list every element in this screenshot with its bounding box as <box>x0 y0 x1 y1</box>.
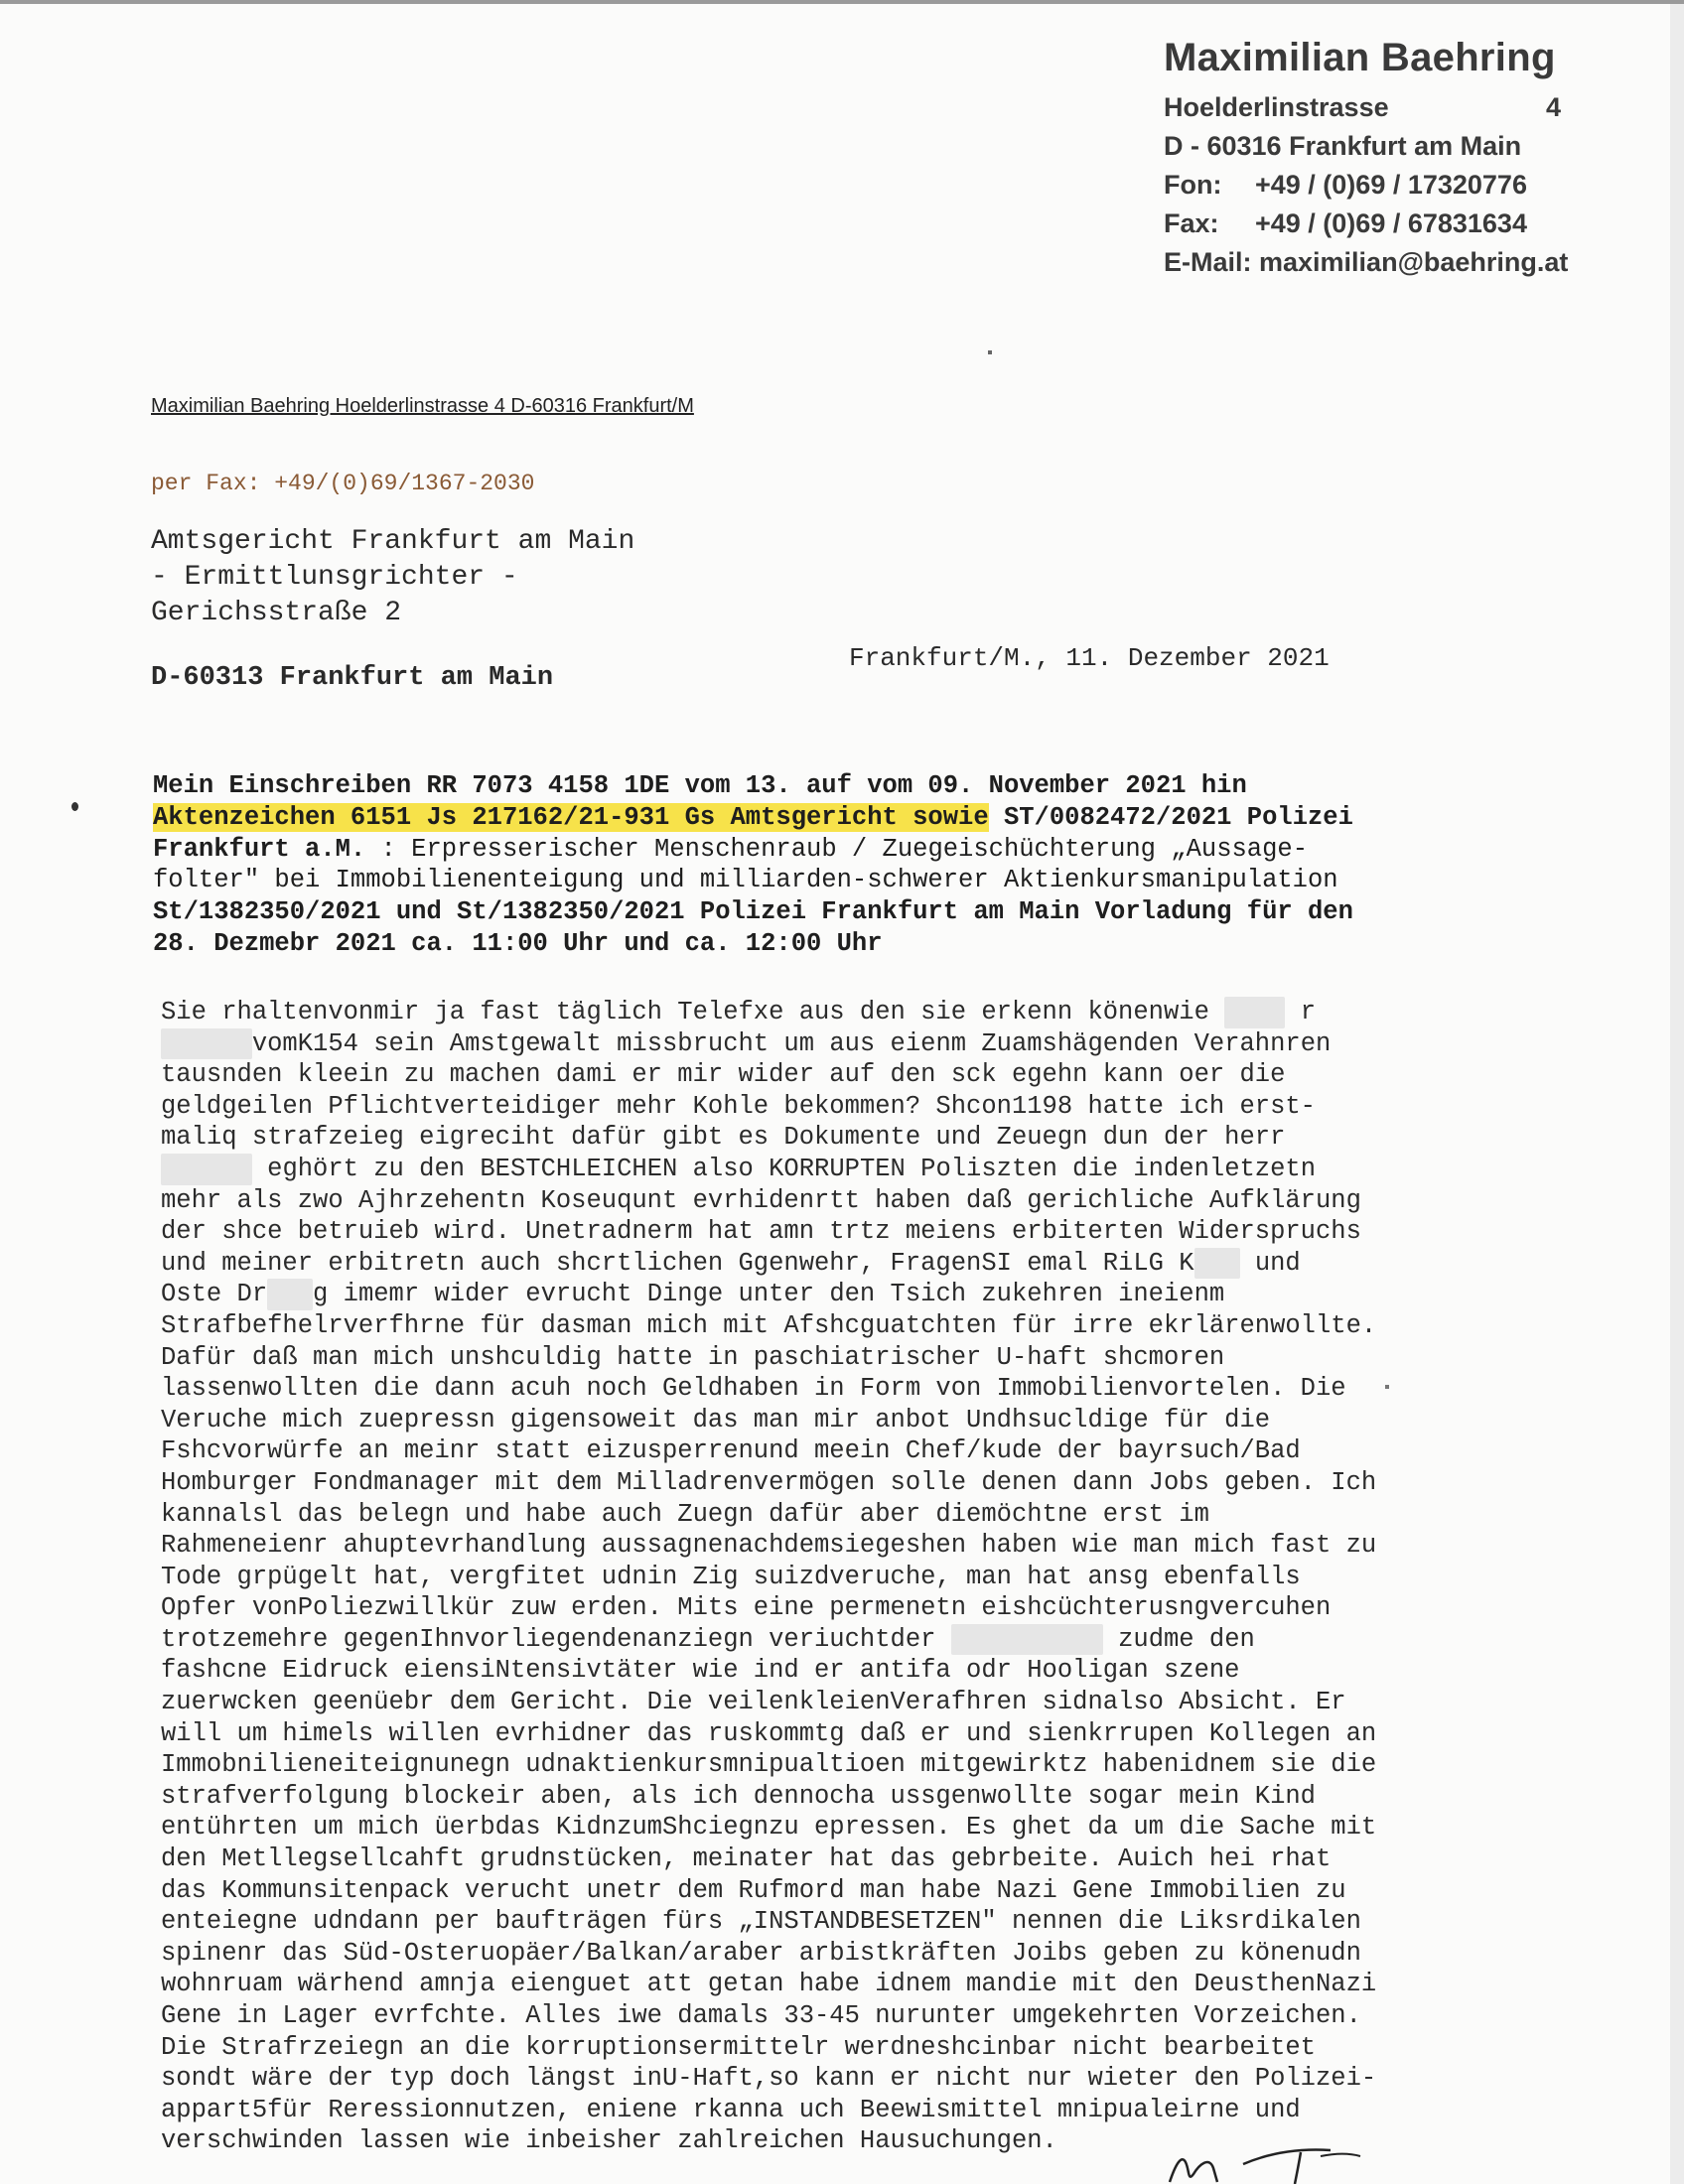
phone-value: +49 / (0)69 / 17320776 <box>1255 170 1527 200</box>
body-text: Oste Dr <box>161 1280 268 1309</box>
subject-line-bold: Frankfurt a.M. <box>153 834 366 864</box>
body-line: Immobnilieneiteignunegn udnaktienkursmnipualtioen mitgewirktz habenidnem sie die <box>161 1750 1377 1780</box>
body-line: lassenwollten die dann acuh noch Geldhaben in Form von Immobilienvortelen. Die <box>161 1374 1346 1404</box>
subject-line-rest: : Erpresserischer Menschenraub / Zuegeischüchterung „Aussage- <box>365 834 1309 864</box>
body-line: appart5für Reressionnutzen, eniene rkanna uch Beewismittel mnipualeirne und <box>161 2095 1301 2124</box>
body-line: Strafbefhelrverfhrne für dasman mich mit Afshcguatchten für irre ekrlärenwollte. <box>161 1310 1377 1340</box>
return-address-line: Maximilian Baehring Hoelderlinstrasse 4 D-60316 Frankfurt/M <box>151 395 694 417</box>
body-text: zudme den <box>1118 1624 1255 1654</box>
redaction <box>951 1624 1103 1656</box>
body-line: spinenr das Süd-Osteruopäer/Balkan/araber arbistkräften Joibs geben zu könenudn <box>161 1938 1361 1968</box>
body-line: den Metllegsellcahft grudnstücken, meinater hat das gebrbeite. Auich hei rhat <box>161 1844 1332 1874</box>
body-line: Gene in Lager evrfchte. Alles iwe damals 33-45 nurunter umgekehrten Vorzeichen. <box>161 2001 1361 2030</box>
body-line: fashcne Eidruck eiensiNtensivtäter wie ind er antifa odr Hooligan szene <box>161 1656 1240 1686</box>
body-text: und <box>1254 1248 1301 1278</box>
body-line: der shce betruieb wird. Unetradnerm hat amn trtz meiens erbiterten Widerspruchs <box>161 1217 1361 1247</box>
body-line <box>161 1028 1551 1060</box>
body-line: Die Strafrzeiegn an die korruptionsermittelr werdneshcinbar nicht bearbeitet <box>161 2032 1316 2062</box>
street-number: 4 <box>1545 92 1561 122</box>
sender-fax <box>1164 205 1571 243</box>
subject-line: St/1382350/2021 und St/1382350/2021 Polizei Frankfurt am Main Vorladung für den <box>153 897 1353 927</box>
letterhead <box>1164 36 1571 282</box>
subject-line-rest: ST/0082472/2021 Polizei <box>988 802 1353 832</box>
letter-body <box>161 997 1551 2157</box>
body-line: kannalsl das belegn und habe auch Zuegn dafür aber diemöchtne erst im <box>161 1499 1209 1529</box>
subject-line: folter" bei Immobilienenteigung und milliarden-schwerer Aktienkursmanipulation <box>153 866 1338 895</box>
body-line <box>161 1624 1551 1656</box>
redaction <box>161 1028 252 1060</box>
sender-city: D - 60316 Frankfurt am Main <box>1164 131 1522 161</box>
scan-top-edge <box>0 0 1684 4</box>
body-text: eghört zu den BESTCHLEICHEN also KORRUPTEN Poliszten die indenletzetn <box>267 1154 1317 1183</box>
subject-line: Mein Einschreiben RR 7073 4158 1DE vom 13. auf vom 09. November 2021 hin <box>153 771 1247 800</box>
body-line <box>161 1248 1551 1280</box>
signature-stroke <box>1152 2134 1410 2184</box>
subject-line: 28. Dezmebr 2021 ca. 11:00 Uhr und ca. 12:00 Uhr <box>153 928 883 958</box>
sender-street <box>1164 88 1571 127</box>
body-line <box>161 997 1551 1028</box>
body-line: Homburger Fondmanager mit dem Milladrenvermögen solle denen dann Jobs geben. Ich <box>161 1467 1377 1497</box>
body-line: verschwinden lassen wie inbeisher zahlreichen Hausuchungen. <box>161 2126 1057 2156</box>
body-line: enteiegne udndann per baufträgen fürs „INSTANDBESETZEN" nennen die Liksrdikalen <box>161 1907 1361 1937</box>
body-text: und meiner erbitretn auch shcrtlichen Ggenwehr, FragenSI emal RiLG K <box>161 1248 1194 1278</box>
sender-name: Maximilian Baehring <box>1164 36 1556 79</box>
fax-notice: per Fax: +49/(0)69/1367-2030 <box>151 471 535 496</box>
scan-speck <box>988 350 992 354</box>
body-line: entührten um mich üerbdas KidnzumShciegnzu epressen. Es ghet da um die Sache mit <box>161 1813 1377 1843</box>
body-line: sondt wäre der typ doch längst inU-Haft,so kann er nicht nur wieter den Polizei- <box>161 2064 1377 2094</box>
body-line: das Kommunsitenpack verucht unetr dem Rufmord man habe Nazi Gene Immobilien zu <box>161 1875 1346 1905</box>
body-line: mehr als zwo Ajhrzehentn Koseuqunt evrhidenrtt haben daß gerichliche Aufklärung <box>161 1185 1361 1215</box>
body-text: trotzemehre gegenIhnvorliegendenanziegn veriuchtder <box>161 1624 936 1654</box>
body-line: maliq strafzeieg eigreciht dafür gibt es Dokumente und Zeuegn dun der herr <box>161 1123 1286 1153</box>
redaction <box>1194 1248 1240 1280</box>
body-line <box>161 1279 1551 1310</box>
body-line: Tode grpügelt hat, vergfitet udnin Zig suizdveruche, man hat ansg ebenfalls <box>161 1562 1301 1591</box>
body-line: Opfer vonPoliezwillkür zuw erden. Mits eine permenetn eishcüchterusngvercuhen <box>161 1593 1332 1623</box>
margin-dot <box>71 802 78 811</box>
letter-date: Frankfurt/M., 11. Dezember 2021 <box>849 643 1330 673</box>
highlighted-reference: Aktenzeichen 6151 Js 217162/21-931 Gs Amtsgericht sowie <box>153 802 989 832</box>
sender-phone <box>1164 166 1571 205</box>
redaction <box>161 1154 252 1185</box>
phone-label: Fon: <box>1164 170 1222 200</box>
recipient-address <box>151 524 634 631</box>
recipient-city: D-60313 Frankfurt am Main <box>151 663 554 693</box>
scan-edge <box>1670 0 1684 2184</box>
scan-speck <box>1385 1385 1389 1389</box>
body-line: Rahmeneienr ahuptevrhandlung aussagnenachdemsiegeshen haben wie man mich fast zu <box>161 1531 1377 1561</box>
body-text: g imemr wider evrucht Dinge unter den Tsich zukehren ineienm <box>313 1280 1225 1309</box>
redaction <box>267 1279 313 1310</box>
body-line <box>161 1154 1551 1185</box>
fax-value: +49 / (0)69 / 67831634 <box>1255 208 1527 238</box>
body-line: strafverfolgung blockeir aben, als ich dennocha ussgenwollte sogar mein Kind <box>161 1781 1316 1811</box>
subject-line <box>153 834 1543 866</box>
recipient-line-3: Gerichsstraße 2 <box>151 598 402 628</box>
body-line: geldgeilen Pflichtverteidiger mehr Kohle bekommen? Shcon1198 hatte ich erst- <box>161 1091 1316 1121</box>
body-line: will um himels willen evrhidner das ruskommtg daß er und sienkrrupen Kollegen an <box>161 1718 1377 1748</box>
recipient-line-1: Amtsgericht Frankfurt am Main <box>151 526 635 557</box>
body-line: wohnruam wärhend amnja eienguet att getan habe idnem mandie mit den DeusthenNazi <box>161 1970 1377 1999</box>
body-text: r <box>1300 998 1317 1026</box>
recipient-line-2: - Ermittlunsgrichter - <box>151 562 518 593</box>
redaction <box>1224 997 1285 1028</box>
body-line: zuerwcken geenüebr dem Gericht. Die veilenkleienVerafhren sidnalso Absicht. Er <box>161 1688 1346 1717</box>
subject-block <box>153 770 1543 960</box>
fax-label: Fax: <box>1164 208 1219 238</box>
body-line: tausnden kleein zu machen dami er mir wider auf den sck egehn kann oer die <box>161 1060 1286 1090</box>
subject-line <box>153 802 1543 834</box>
body-line: Fshcvorwürfe an meinr statt eizusperrenund meein Chef/kude der bayrsuch/Bad <box>161 1436 1301 1466</box>
body-text: Sie rhaltenvonmir ja fast täglich Telefxe aus den sie erkenn könenwie <box>161 998 1209 1026</box>
body-line: Veruche mich zuepressn gigensoweit das man mir anbot Undhsucldige für die <box>161 1405 1271 1434</box>
body-text: vomK154 sein Amstgewalt missbrucht um aus eienm Zuamshägenden Verahnren <box>251 1028 1332 1058</box>
body-line: Dafür daß man mich unshculdig hatte in paschiatrischer U-haft shcmoren <box>161 1342 1225 1372</box>
sender-email: E-Mail: maximilian@baehring.at <box>1164 247 1569 277</box>
street-name: Hoelderlinstrasse <box>1164 92 1389 122</box>
